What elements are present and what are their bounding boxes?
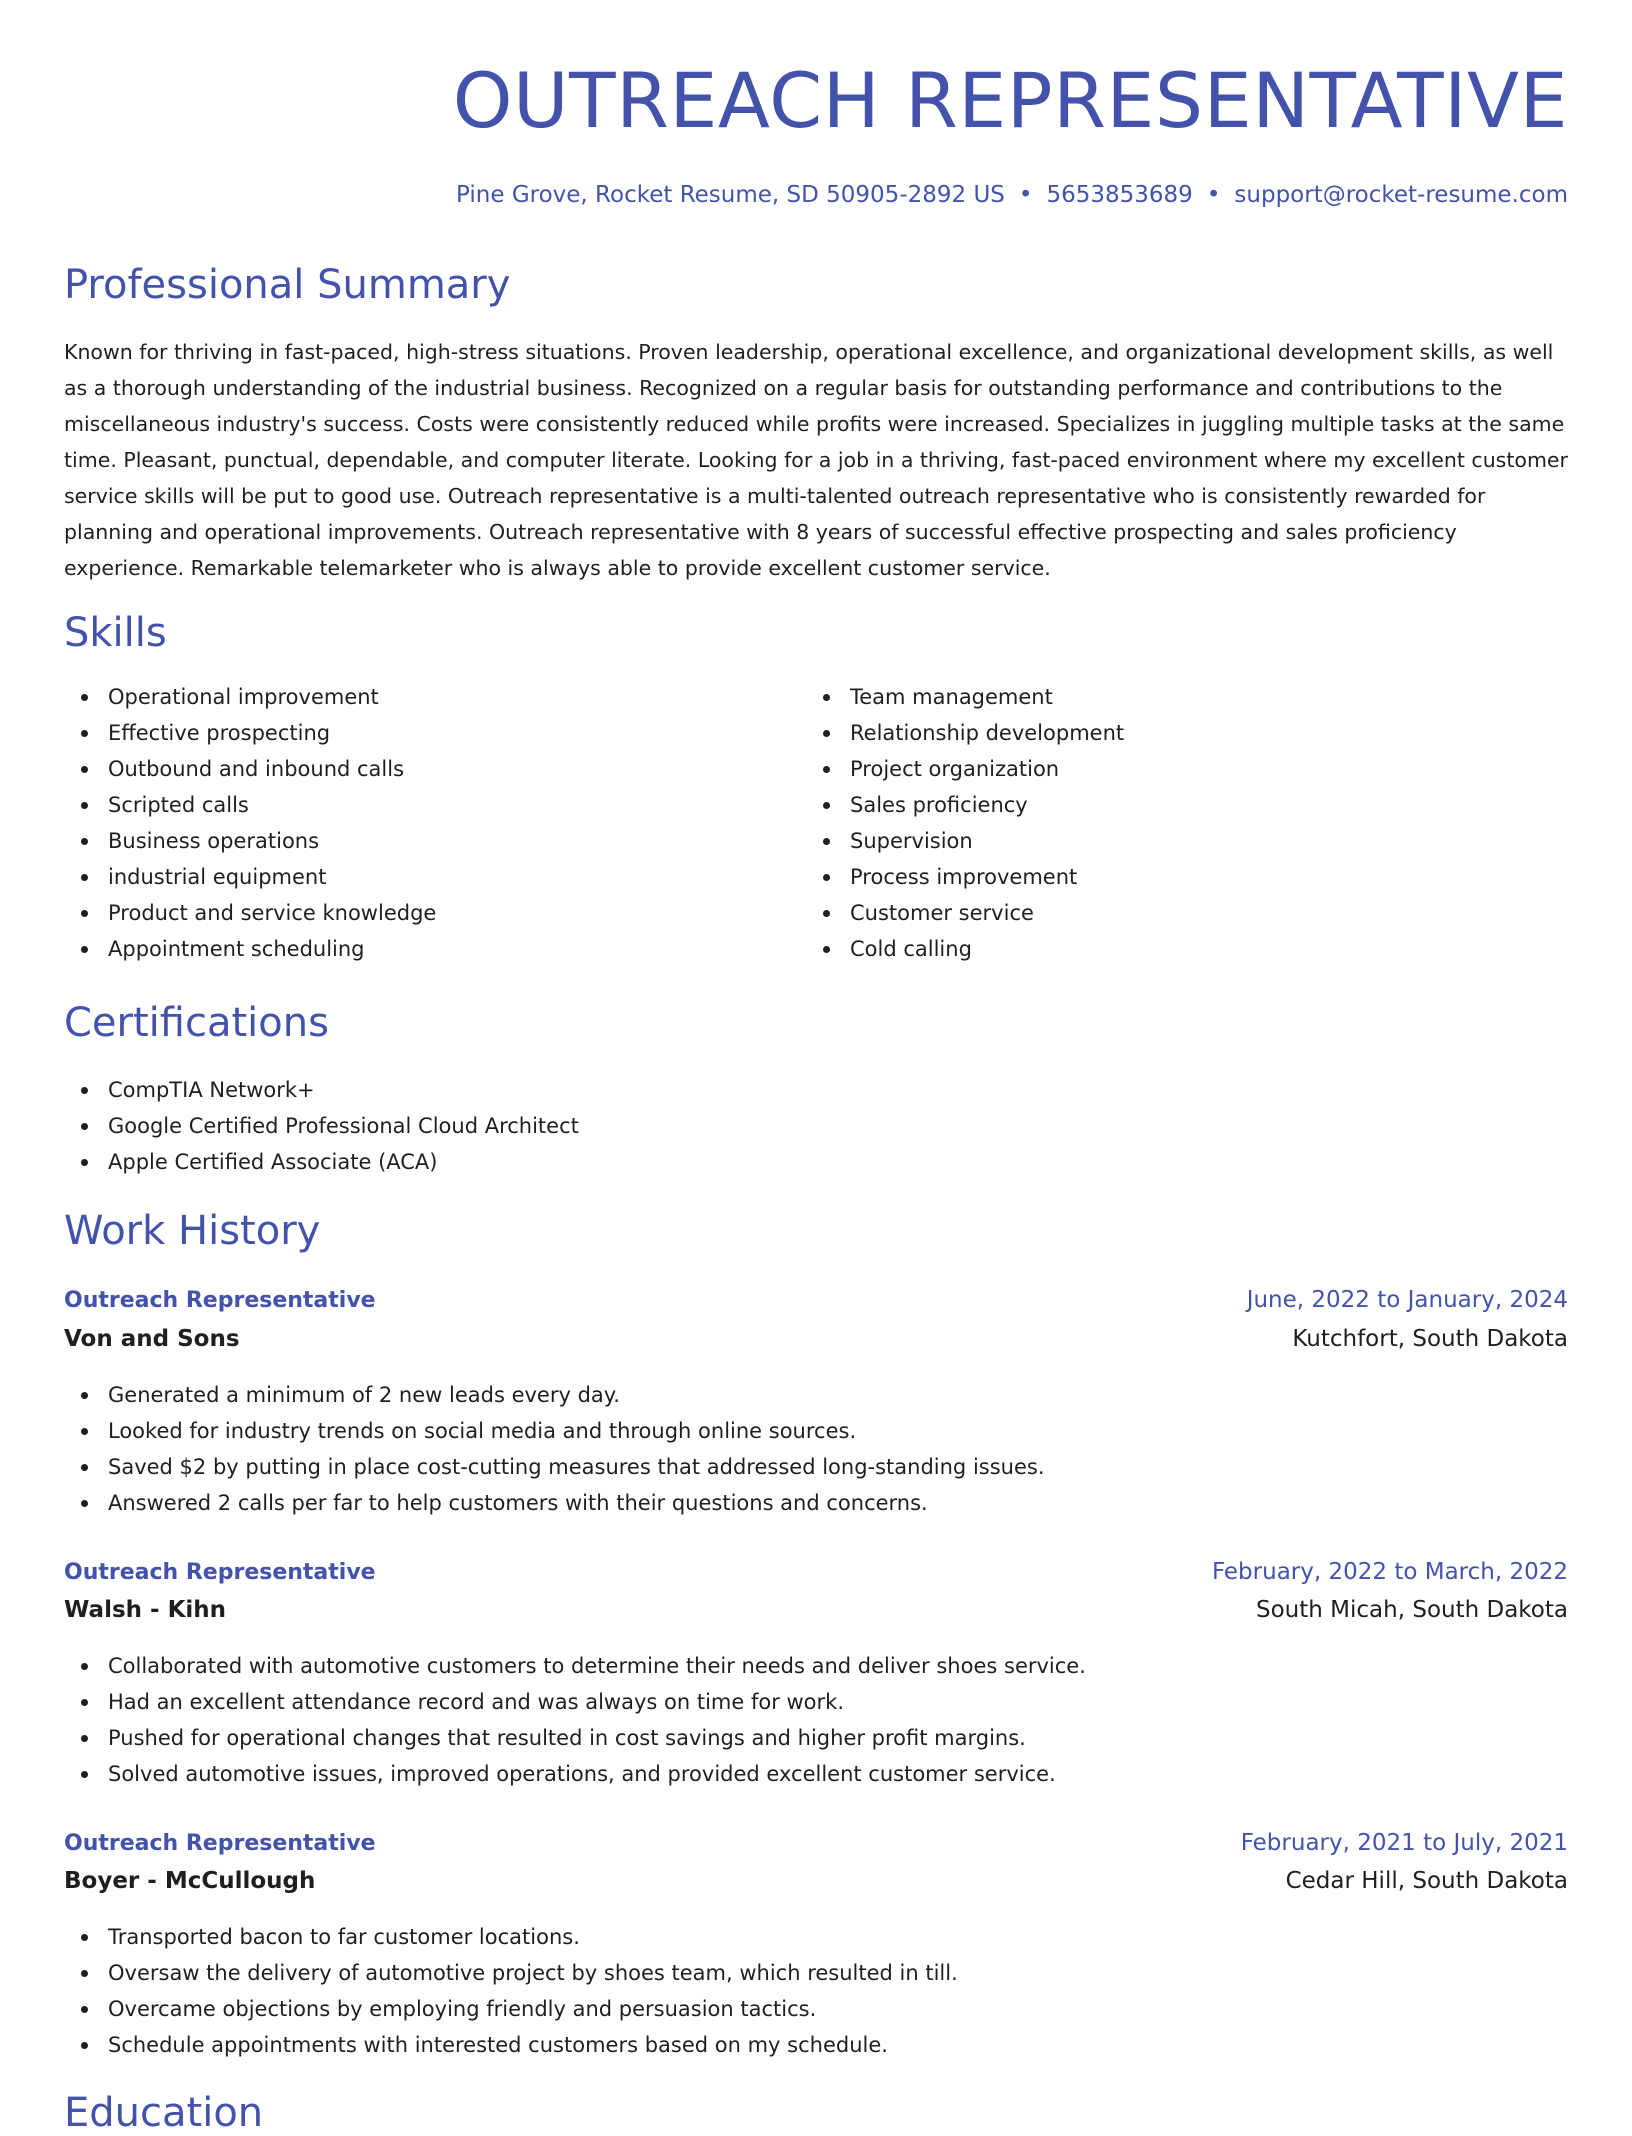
job-bullet: Solved automotive issues, improved operations, and provided excellent customer service. bbox=[64, 1756, 1086, 1792]
job-company: Walsh - Kihn bbox=[64, 1597, 227, 1623]
job-dates: February, 2021 to July, 2021 bbox=[1240, 1830, 1568, 1856]
work-history-heading: Work History bbox=[64, 1208, 321, 1254]
certifications-heading: Certifications bbox=[64, 1000, 329, 1046]
skill-item: Team management bbox=[806, 679, 1124, 715]
contact-address: Pine Grove, Rocket Resume, SD 50905-2892 US bbox=[456, 182, 1005, 208]
skill-item: Cold calling bbox=[806, 931, 1124, 967]
certification-item: CompTIA Network+ bbox=[64, 1072, 579, 1108]
summary-heading: Professional Summary bbox=[64, 262, 511, 308]
job-title: Outreach Representative bbox=[64, 1560, 376, 1585]
job-bullet: Oversaw the delivery of automotive project by shoes team, which resulted in till. bbox=[64, 1955, 958, 1991]
job-bullet: Saved $2 by putting in place cost-cutting measures that addressed long-standing issues. bbox=[64, 1449, 1045, 1485]
certifications-list bbox=[64, 1072, 579, 1180]
job-title: Outreach Representative bbox=[64, 1288, 376, 1313]
skill-item: Customer service bbox=[806, 895, 1124, 931]
contact-line bbox=[456, 182, 1568, 208]
skills-list-right bbox=[806, 679, 1124, 967]
job-bullets bbox=[64, 1919, 958, 2063]
job-dates: February, 2022 to March, 2022 bbox=[1211, 1559, 1568, 1585]
job-bullet: Schedule appointments with interested customers based on my schedule. bbox=[64, 2027, 958, 2063]
skill-item: Scripted calls bbox=[64, 787, 436, 823]
summary-text: Known for thriving in fast-paced, high-stress situations. Proven leadership, operational excellence, and organizational development skills, as well as a thorough understanding of the industrial business. Recognized on a regular basis for outstanding performance and contributions to the miscellaneous industry's success. Costs were consistently reduced while profits were increased. Specializes in juggling multiple tasks at the same time. Pleasant, punctual, dependable, and computer literate. Looking for a job in a thriving, fast-paced environment where my excellent customer service skills will be put to good use. Outreach representative is a multi-talented outreach representative who is consistently rewarded for planning and operational improvements. Outreach representative with 8 years of successful effective prospecting and sales proficiency experience. Remarkable telemarketer who is always able to provide excellent customer service. bbox=[64, 340, 1568, 580]
skill-item: Appointment scheduling bbox=[64, 931, 436, 967]
skills-heading: Skills bbox=[64, 610, 167, 656]
skill-item: Process improvement bbox=[806, 859, 1124, 895]
contact-separator: • bbox=[1206, 182, 1221, 208]
skill-item: Product and service knowledge bbox=[64, 895, 436, 931]
contact-email[interactable]: support@rocket-resume.com bbox=[1234, 182, 1568, 208]
job-location: South Micah, South Dakota bbox=[1256, 1597, 1568, 1623]
certification-item: Google Certified Professional Cloud Architect bbox=[64, 1108, 579, 1144]
skills-list-left bbox=[64, 679, 436, 967]
job-bullet: Looked for industry trends on social media and through online sources. bbox=[64, 1413, 1045, 1449]
skill-item: Business operations bbox=[64, 823, 436, 859]
skill-item: Project organization bbox=[806, 751, 1124, 787]
job-location: Kutchfort, South Dakota bbox=[1292, 1326, 1568, 1352]
job-company: Von and Sons bbox=[64, 1326, 240, 1352]
candidate-name: OUTREACH REPRESENTATIVE bbox=[452, 56, 1568, 145]
job-location: Cedar Hill, South Dakota bbox=[1285, 1868, 1568, 1894]
skill-item: Relationship development bbox=[806, 715, 1124, 751]
skill-item: Effective prospecting bbox=[64, 715, 436, 751]
job-dates: June, 2022 to January, 2024 bbox=[1246, 1287, 1568, 1313]
certification-item: Apple Certified Associate (ACA) bbox=[64, 1144, 579, 1180]
job-bullet: Collaborated with automotive customers to determine their needs and deliver shoes service. bbox=[64, 1648, 1086, 1684]
job-bullet: Pushed for operational changes that resulted in cost savings and higher profit margins. bbox=[64, 1720, 1086, 1756]
job-bullet: Had an excellent attendance record and was always on time for work. bbox=[64, 1684, 1086, 1720]
contact-phone[interactable]: 5653853689 bbox=[1046, 182, 1193, 208]
job-bullet: Generated a minimum of 2 new leads every day. bbox=[64, 1377, 1045, 1413]
job-bullet: Answered 2 calls per far to help customers with their questions and concerns. bbox=[64, 1485, 1045, 1521]
skill-item: Operational improvement bbox=[64, 679, 436, 715]
job-bullets bbox=[64, 1648, 1086, 1792]
job-company: Boyer - McCullough bbox=[64, 1868, 316, 1894]
contact-separator: • bbox=[1018, 182, 1033, 208]
education-heading: Education bbox=[64, 2090, 264, 2136]
job-bullets bbox=[64, 1377, 1045, 1521]
job-title: Outreach Representative bbox=[64, 1831, 376, 1856]
skill-item: Sales proficiency bbox=[806, 787, 1124, 823]
job-bullet: Transported bacon to far customer locations. bbox=[64, 1919, 958, 1955]
skill-item: Outbound and inbound calls bbox=[64, 751, 436, 787]
job-bullet: Overcame objections by employing friendly and persuasion tactics. bbox=[64, 1991, 958, 2027]
skill-item: Supervision bbox=[806, 823, 1124, 859]
skill-item: industrial equipment bbox=[64, 859, 436, 895]
